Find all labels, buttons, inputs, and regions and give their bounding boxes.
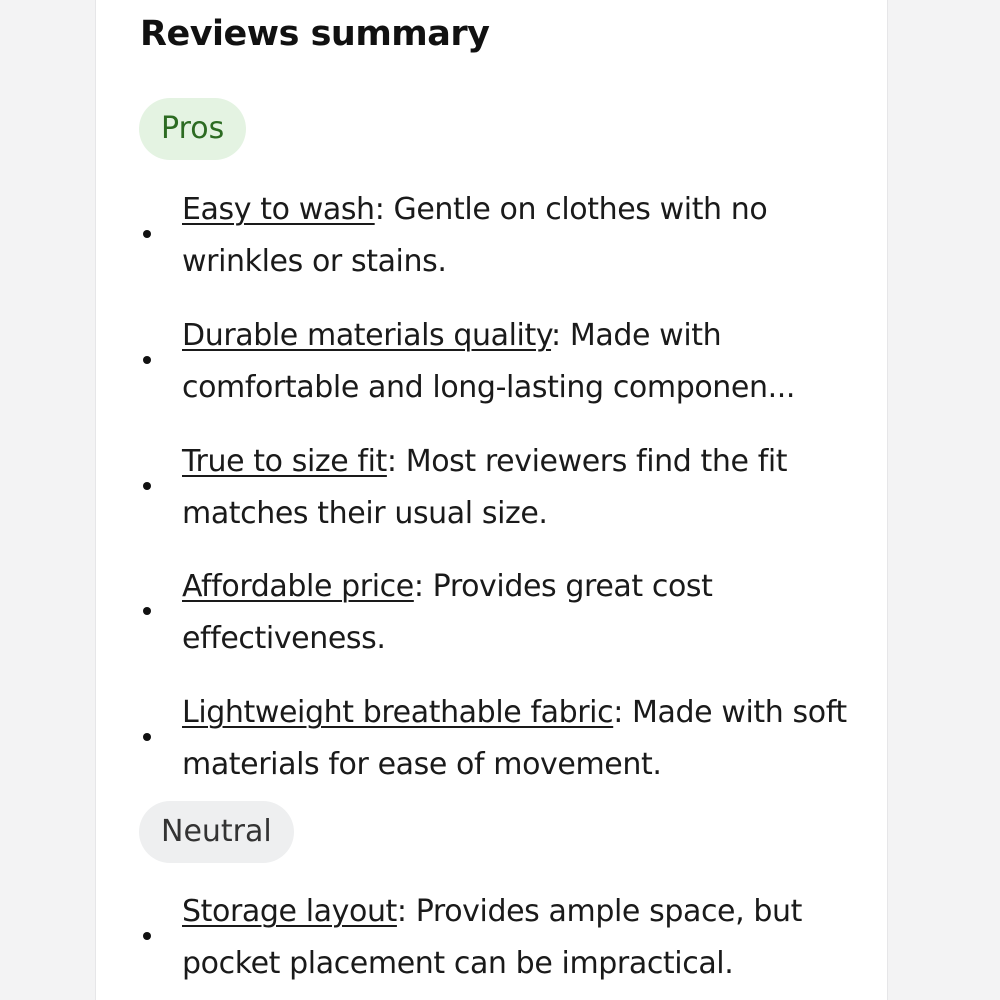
pros-item-description: : Provides great cost effectiveness. (182, 569, 713, 656)
pros-item-text (182, 310, 872, 414)
reviews-summary-card (95, 0, 888, 1000)
bullet-dot (143, 230, 151, 238)
bullet-dot (143, 356, 151, 364)
neutral-item-text (182, 886, 872, 990)
pros-item-text (182, 687, 872, 791)
pros-chip: Pros (139, 98, 246, 160)
pros-item-easy-to-wash (140, 184, 860, 288)
pros-item-affordable-price (140, 561, 860, 665)
pros-item-text (182, 436, 872, 540)
pros-item-title-link[interactable]: Affordable price (182, 569, 414, 604)
pros-item-title-link[interactable]: True to size fit (182, 444, 387, 479)
neutral-item-storage-layout (140, 886, 860, 990)
pros-item-description: : Made with soft materials for ease of movement. (182, 695, 847, 782)
neutral-item-title-link[interactable]: Storage layout (182, 894, 397, 929)
neutral-chip: Neutral (139, 801, 294, 863)
pros-item-title-link[interactable]: Lightweight breathable fabric (182, 695, 614, 730)
pros-item-durable-materials (140, 310, 860, 414)
bullet-dot (143, 482, 151, 490)
pros-item-description: : Most reviewers find the fit matches their usual size. (182, 444, 788, 531)
pros-item-text (182, 184, 872, 288)
bullet-dot (143, 733, 151, 741)
pros-item-description: : Gentle on clothes with no wrinkles or stains. (182, 192, 768, 279)
pros-item-description: : Made with comfortable and long-lasting componen... (182, 318, 795, 405)
pros-item-true-to-size (140, 436, 860, 540)
pros-item-title-link[interactable]: Easy to wash (182, 192, 375, 227)
pros-item-title-link[interactable]: Durable materials quality (182, 318, 552, 353)
pros-item-lightweight-fabric (140, 687, 860, 791)
reviews-summary-title: Reviews summary (140, 14, 490, 54)
bullet-dot (143, 607, 151, 615)
pros-item-text (182, 561, 872, 665)
bullet-dot (143, 932, 151, 940)
neutral-item-description: : Provides ample space, but pocket placement can be impractical. (182, 894, 802, 981)
